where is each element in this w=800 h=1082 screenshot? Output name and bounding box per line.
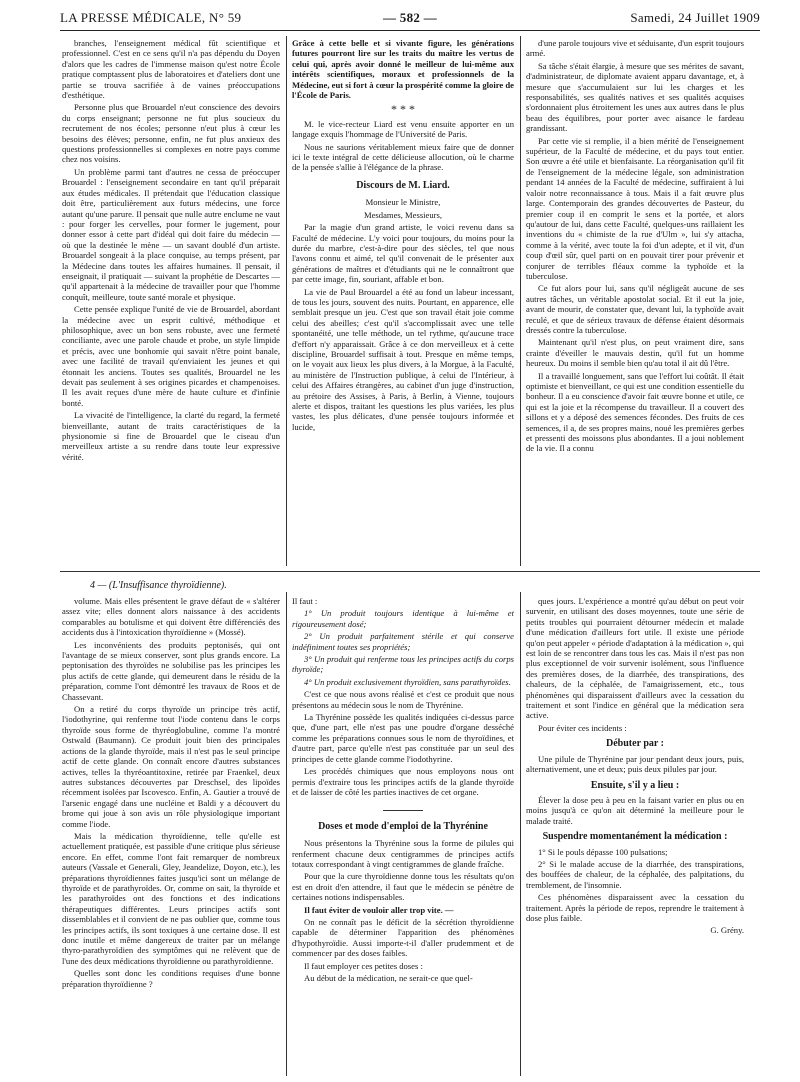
- start-heading: Débuter par :: [606, 738, 664, 750]
- requirement-item: 4° Un produit exclusivement thyroïdien, sans parathyroïdes.: [304, 676, 511, 687]
- paragraph: La Thyrénine possède les qualités indiquées ci-dessus parce que, d'une part, elle n'est pas une poudre d'organe desséché comme les préparations connues sous le nom de thyroïdines, et d'autre part, parce qu'elle n'est pas constituée par un seul des principes de cette glande comme l'iodothyrine.: [292, 712, 514, 764]
- column-divider: [520, 36, 521, 566]
- requirements-list: [292, 608, 514, 687]
- paragraph: Les inconvénients des produits peptonisés, qui ont l'avantage de se mieux conserver, sont plus grands encore. La peptonisation des thyroïdes ne solubilise pas les principes les plus actifs de cette glande, qui demeurent dans le résidu de la préparation, comme l'ont démontré les travaux de Roos et de Chassevant.: [62, 639, 280, 702]
- then-heading: Ensuite, s'il y a lieu :: [590, 779, 680, 791]
- warning-heading: Il faut éviter de vouloir aller trop vite. —: [304, 904, 454, 915]
- liard-intro: [292, 119, 514, 173]
- paragraph: Cette pensée explique l'unité de vie de Brouardel, abordant la médecine avec un esprit cultivé, méthodique et philosophique, avec un bon sens robuste, avec une fermeté conciliante, avec une parole chaude et probe, un style limpide et précis, avec une bonhomie qui savait n'être point banale, avec une facilité de travail qu'enviaient les jeunes et qui étonnait les anciens. Toutes ses qualités, Brouardel ne les devait pas seulement à ses origines picardes et champenoises. Il les avait reçues d'une mère de haute culture et d'infinie bonté.: [62, 304, 280, 408]
- top-column-2: [292, 38, 514, 563]
- suspend-note: Ces phénomènes disparaissent avec la cessation du traitement. Après la période de repos, reprendre le traitement à dose plus faible.: [526, 892, 744, 923]
- suspend-heading: Suspendre momentanément la médication :: [542, 831, 728, 843]
- paragraph: La vivacité de l'intelligence, la clarté du regard, la fermeté bienveillante, autant de traits caractéristiques de la physionomie si fine de Brouardel que le ciseau d'un merveilleux artiste a su rendre dans toute leur expressive vérité.: [62, 410, 280, 462]
- salutation-line: Monsieur le Ministre,: [365, 197, 441, 208]
- adaptation-text: [526, 596, 744, 733]
- page-number: — 582 —: [382, 10, 438, 25]
- paragraph: Quelles sont donc les conditions requises d'une bonne préparation thyroïdienne ?: [62, 968, 280, 989]
- bottom-column-1: [62, 596, 280, 1074]
- suspend-item: 1° Si le pouls dépasse 100 pulsations;: [538, 846, 668, 857]
- author-signature: G. Grény.: [710, 925, 744, 936]
- doses-title: Doses et mode d'emploi de la Thyrénine: [318, 820, 488, 832]
- paragraph: Pour éviter ces incidents :: [538, 722, 627, 733]
- paragraph: Ce fut alors pour lui, sans qu'il négligeât aucune de ses autres tâches, un véritable apostolat social. Et il eut la joie, avant de mourir, de constater que, devant lui, la typhoïde avait reculé, et que de sérieux travaux de défense étaient désormais dressés contre la tuberculose.: [526, 283, 744, 335]
- issue-date: Samedi, 24 Juillet 1909: [630, 10, 760, 25]
- paragraph: Il a travaillé longuement, sans que l'effort lui coûtât. Il était optimiste et bienveillant, ce qui est une condition essentielle du bonheur. Il a eu conscience d'avoir fait œuvre bonne et utile, ce qui est la joie et la récompense du travailleur. Il a couvert des sillons et y a déposé des semences fécondes. Des fruits de ces semences, il a, de ses propres mains, noué les premières gerbes et pressenti des moissons plus abondantes. Il a joui noblement de la vie. Il a connu: [526, 370, 744, 454]
- paragraph: Il faut employer ces petites doses :: [304, 960, 423, 971]
- column-divider: [286, 36, 287, 566]
- paragraph: Maintenant qu'il n'est plus, on peut vraiment dire, sans crainte d'éveiller le mauvais destin, qu'il fut un homme heureux. Du moins il semble bien qu'au total il ait dû l'être.: [526, 337, 744, 369]
- paragraph: On a retiré du corps thyroïde un principe très actif, l'iodothyrine, qui renferme tout l'iode contenu dans le corps thyroïde sous forme de thyréoglobuline, comme l'a montré Ostwald (Baumann). Ce produit jouit bien des principales actions de la glande thyroïde, mais il n'est pas le seul principe actif de cette glande. On connaît encore d'autres substances actives, telles la thyréoantitoxine, retirée par Fraenkel, deux autres substances découvertes par Dreschsel, des lipoïdes récemment isolées par Iscovesco. Enfin, A. Gautier a trouvé de l'arsenic engagé dans une nucléine et Baldi y a découvert du brome qui joue à son avis un rôle physiologique important comme l'iode.: [62, 704, 280, 829]
- paragraph: Pour que la cure thyroïdienne donne tous les résultats qu'on est en droit d'en attendre, il faut que le médecin se pénètre de certaines notions indispensables.: [292, 871, 514, 903]
- paragraph: Par cette vie si remplie, il a bien mérité de l'enseignement supérieur, de la Faculté de médecine, et du pays tout entier. Son œuvre a été utile et bienfaisante. La réorganisation qu'il fit de l'enseignement de la médecine légale, son administration pendant 14 années de la Faculté de médecine, suffiraient à lui valoir notre reconnaissance à tous. Mais il a fait œuvre plus large. Contemporain des grandes découvertes de Pasteur, du premier coup il en comprit le sens et la portée, et alors qu'autour de lui, dans cette Faculté, quelques-uns raillaient les inventions du « chimiste de la rue d'Ulm », lui s'y attacha, comme à la vérité, avec toute la foi d'un adepte, et il vit, d'un coup d'œil sûr, quel parti on en pouvait tirer pour prévenir et conjurer de terribles fléaux comme la typhoïde et la tuberculose.: [526, 135, 744, 281]
- paragraph: Un problème parmi tant d'autres ne cessa de préoccuper Brouardel : l'enseignement secondaire en tant qu'il préparait aux études médicales. Il prétendait que l'éducation classique doit être, particulièrement aux futurs médecins, une force autant qu'une parure. Il pensait que nulle autre enclume ne vaut : pour forger les cervelles, pour former le jugement, pour donner essor à cette part d'idéal qui doit faire du médecin — où que la destinée le mène — un savant doublé d'un artiste. Brouardel songeait à la place conquise, au temps présent, par la Médecine dans toutes les affaires humaines. Il pensait, il enseignait, il pratiquait — suivant la prophétie de Descartes — qu'il appartenait à la médecine de travailler pour que l'homme conquît, meilleure, toute santé morale et physique.: [62, 166, 280, 302]
- journal-title: LA PRESSE MÉDICALE, N° 59: [60, 10, 242, 25]
- column-divider: [520, 592, 521, 1076]
- section-stars: * * *: [391, 102, 415, 117]
- speech-title: Discours de M. Liard.: [356, 179, 450, 191]
- paragraph: C'est ce que nous avons réalisé et c'est ce produit que nous présentons au médecin sous le nom de Thyrénine.: [292, 689, 514, 710]
- paragraph: Nous présentons la Thyrénine sous la forme de pilules qui renferment chacune deux centigrammes de principes actifs totaux correspondant à vingt centigrammes de glande fraîche.: [292, 838, 514, 869]
- speech-salutation: [292, 197, 514, 220]
- paragraph: volume. Mais elles présentent le grave défaut de « s'altérer assez vite; elles donnent alors naissance à des accidents comparables au botulisme et qui doivent être différenciés des accidents dus à l'intoxication thyroïdienne » (Mossé).: [62, 596, 280, 638]
- doses-after: [292, 917, 514, 983]
- requirement-item: 1° Un produit toujours identique à lui-même et rigoureusement dosé;: [292, 608, 514, 629]
- section-marker: 4 — (L'Insuffisance thyroïdienne).: [90, 580, 227, 591]
- paragraph: Nous ne saurions véritablement mieux faire que de donner ici le texte intégral de cette délicieuse allocution, où le charme de la pensée s'allie à l'élégance de la phrase.: [292, 141, 514, 173]
- requirement-item: 2° Un produit parfaitement stérile et qui conserve indéfiniment toutes ses propriétés;: [292, 631, 514, 652]
- paragraph: Mais la médication thyroïdienne, telle qu'elle est actuellement pratiquée, est passible d'une critique plus sérieuse encore. En effet, comme l'ont fait remarquer de nombreux auteurs (Vassale et Generali, Gley, Jeandelize, Doyon, etc.), les préparations thyroïdiennes faites jusqu'ici sont un mélange de thyroïde et de parathyroïdes. Or, comme on sait, la thyroïde et les parathyroïdes ont des fonctions et des indications thérapeutiques différentes. Leurs principes actifs sont dissemblables et il convient de ne pas oublier que, comme tous les principes actifs, ils sont toxiques à une certaine dose. Il est donc inutile et même dangereux de traiter par un mélange thyro-parathyroïdien des symptômes qui ne relèvent que de l'une des deux médications thyroïdienne ou parathyroïdienne.: [62, 830, 280, 966]
- paragraph: ques jours. L'expérience a montré qu'au début on peut voir survenir, en utilisant des doses moyennes, toute une série de petits troubles qui pourraient détourner médecin et malade d'une médication d'ailleurs fort utile. Il existe une période qu'on peut appeler « période d'adaptation à la médication », qui est loin de se rencontrer dans tous les cas. Mais il n'est pas non plus exceptionnel de voir survenir isolément, sous l'influence des premières doses, de la diarrhée, des transpirations, des chaleurs, de la céphalée, de l'amaigrissement, etc., tous phénomènes qui disparaissent d'ailleurs avec la cessation du traitement et sont l'indice en général que la médication sera active.: [526, 596, 744, 721]
- top-column-1: [62, 38, 280, 558]
- thyrenine-description: [292, 689, 514, 797]
- paragraph: M. le vice-recteur Liard est venu ensuite apporter en un langage exquis l'hommage de l'Université de Paris.: [292, 118, 514, 140]
- paragraph: Par la magie d'un grand artiste, le voici revenu dans sa Faculté de médecine. L'y voici pour toujours, du moins pour la durée du marbre, c'est-à-dire pour des siècles, tel que nous l'avons connu et aimé, tel qu'il convenait de le présenter aux générations de maîtres et d'étudiants qui ne le connaîtront que par cette image, fin, souriant, affable et bon.: [292, 222, 514, 285]
- bottom-column-2: [292, 596, 514, 1074]
- separator: [292, 803, 514, 813]
- paragraph: Au début de la médication, ne serait-ce que quel-: [304, 973, 473, 983]
- paragraph: On ne connaît pas le déficit de la sécrétion thyroïdienne capable de déterminer l'apparition des phénomènes d'hypothyroïdie. Aussi importe-t-il d'aller prudemment et de commencer par des doses faibles.: [292, 916, 514, 959]
- top-column-3: [526, 38, 744, 563]
- section-rule: [60, 571, 760, 572]
- paragraph: La vie de Paul Brouardel a été au fond un labeur incessant, de tous les jours, souvent des nuits. Pourtant, en apparence, elle semblait presque un jeu. C'est que son travail était joie comme celui des abeilles; c'est qu'il s'accomplissait avec une telle spontanéité, une telle méthode, un tel rythme, qu'aucune trace d'effort n'y apparaissait. Grâce à ce don merveilleux et à cette discipline, Brouardel suffisait à tout. Presque en même temps, on le voyait aux lieux les plus divers, à la Morgue, à la Faculté, au ministère de l'Instruction publique, à celui de l'Intérieur, à celui des Affaires étrangères, au cabinet d'un juge d'instruction, au prétoire des Assises, à Paris, à Berlin, à Vienne, toujours alerte et dispos, traitant les questions les plus variées, les plus vastes, les plus délicates, d'une pensée toujours informée et lucide,: [292, 286, 514, 432]
- page-header: [60, 6, 760, 30]
- salutation-line: Mesdames, Messieurs,: [363, 209, 443, 220]
- doses-text: [292, 838, 514, 902]
- requirements-intro: Il faut :: [292, 596, 318, 606]
- bottom-column-3: [526, 596, 744, 1074]
- requirement-item: 3° Un produit qui renferme tous les principes actifs du corps thyroïde;: [292, 654, 514, 675]
- start-text: Une pilule de Thyrénine par jour pendant deux jours, puis, alternativement, une et deux; puis deux pilules par jour.: [526, 753, 744, 775]
- paragraph: Personne plus que Brouardel n'eut conscience des devoirs du corps enseignant; personne ne fut plus soucieux du recrutement de nos écoles; personne n'eut plus à cœur les besoins des élèves; personne, enfin, ne fut plus anxieux des questions professionnelles si complexes en notre pays comme chez nos voisins.: [62, 102, 280, 165]
- suspend-item: 2° Si le malade accuse de la diarrhée, des transpirations, des bouffées de chaleur, de la céphalée, des palpitations, du tremblement, de l'insomnie.: [526, 858, 744, 890]
- paragraph: branches, l'enseignement médical fût scientifique et professionnel. C'est en ce sens qu'il n'a pas dépendu du Doyen d'alors que les cadres de l'immense maison qu'est notre École pratique comptassent plus de laboratoires et d'ateliers dont une partie se trouva sacrifiée à de vaines préoccupations d'esthétique.: [62, 38, 280, 101]
- column-divider: [286, 592, 287, 1076]
- header-rule: [60, 30, 760, 31]
- brouardel-tribute-paragraph: Grâce à cette belle et si vivante figure, les générations futures pourront lire sur les traits du maître les vertus de celui qui, après avoir donné le meilleur de lui-même aux intérêts scientifiques, moraux et professionnels de la Médecine, eut si fort à cœur la prospérité comme la gloire de l'École de Paris.: [292, 38, 514, 101]
- paragraph: Sa tâche s'était élargie, à mesure que ses mérites de savant, d'administrateur, de diplomate avaient apparu davantage, et, à mesure que s'accumulaient sur lui les charges et les responsabilités, ses qualités natives et ses qualités acquises s'ordonnaient plus étroitement les unes aux autres dans le plus beau des équilibres, pour porter avec aisance le fardeau grandissant.: [526, 60, 744, 134]
- then-text: Élever la dose peu à peu en la faisant varier en plus ou en moins jusqu'à ce qu'on ait déterminé la meilleure pour le malade traité.: [526, 794, 744, 826]
- suspend-list: [526, 847, 744, 891]
- paragraph: Les procédés chimiques que nous employons nous ont permis d'extraire tous les principes actifs de la glande thyroïde et de laisser de côté les parties inactives de cet organe.: [292, 766, 514, 797]
- paragraph: d'une parole toujours vive et séduisante, d'un esprit toujours armé.: [526, 38, 744, 59]
- speech-body: [292, 222, 514, 432]
